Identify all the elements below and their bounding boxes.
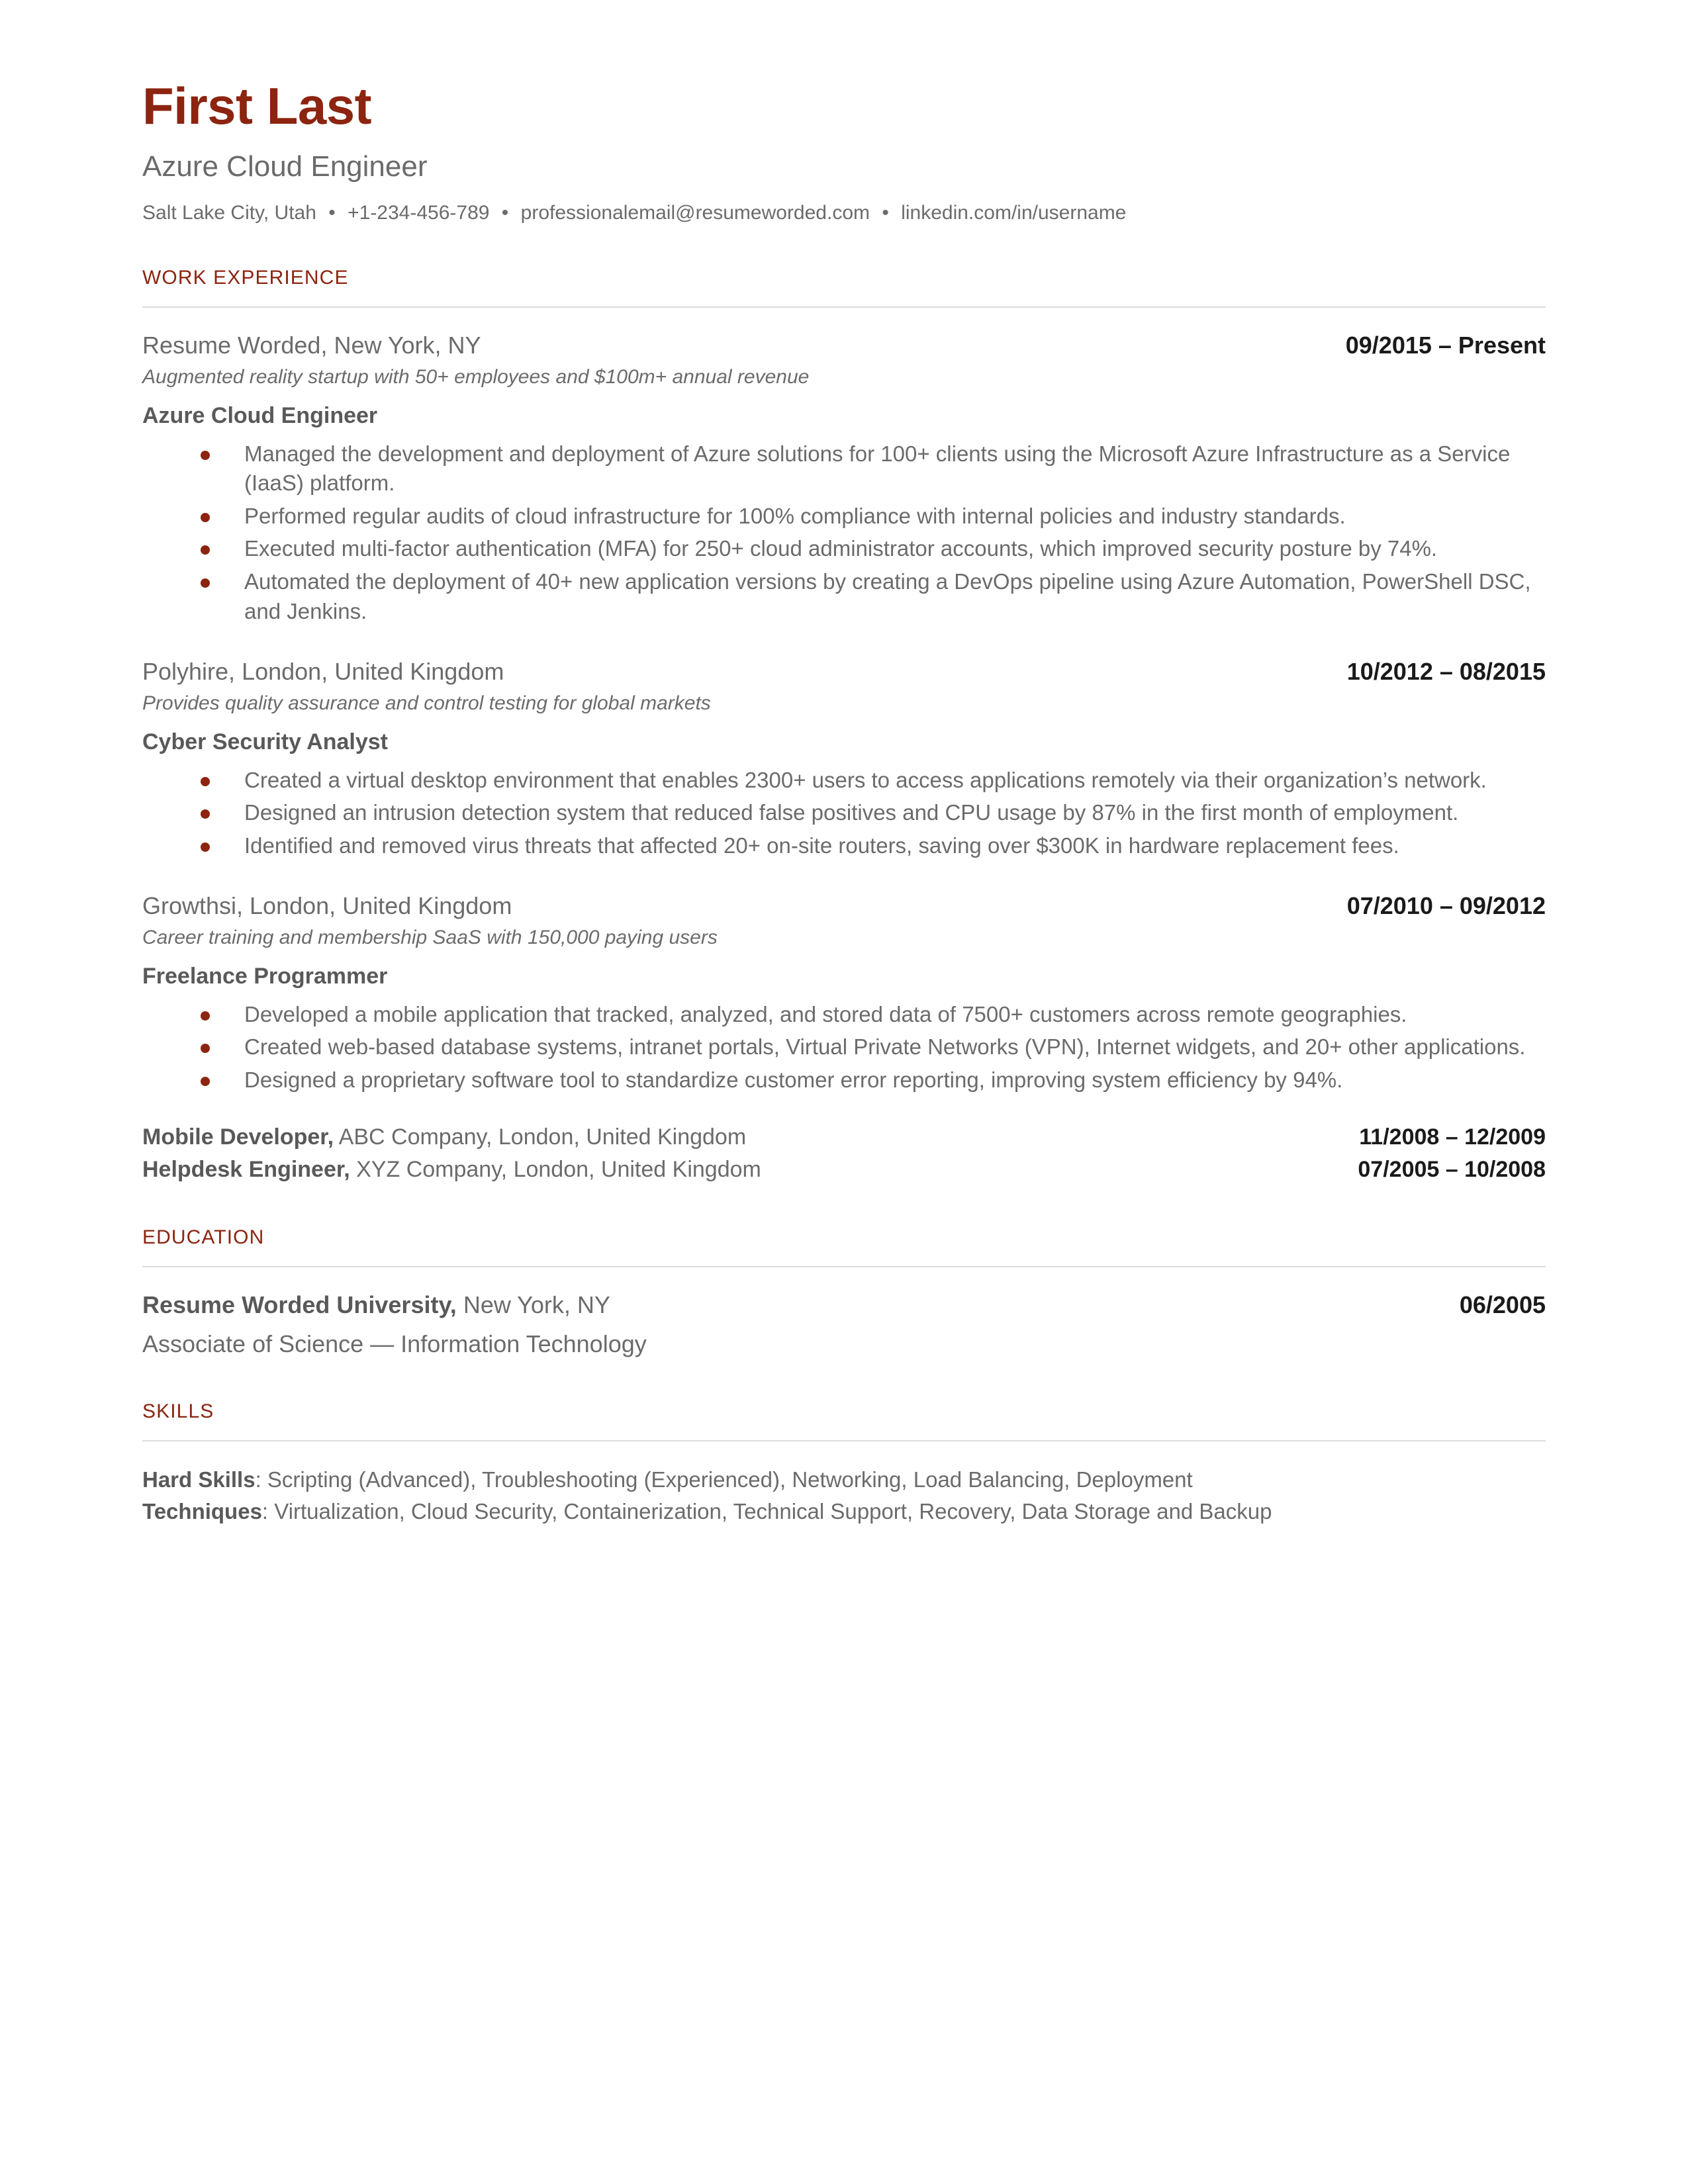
- employment-dates: 11/2008 – 12/2009: [1359, 1124, 1546, 1150]
- short-role-company: ABC Company, London, United Kingdom: [334, 1124, 747, 1150]
- list-item: Created a virtual desktop environment that enables 2300+ users to access applications remotely via their organization’s network.: [201, 766, 1546, 796]
- work-entry: [142, 330, 1546, 626]
- professional-headline: Azure Cloud Engineer: [142, 150, 428, 183]
- short-role-title: Mobile Developer,: [142, 1124, 334, 1150]
- company-tagline: Provides quality assurance and control testing for global markets: [142, 692, 711, 715]
- company-tagline: Career training and membership SaaS with 150,000 paying users: [142, 927, 718, 949]
- list-item: Identified and removed virus threats that affected 20+ on-site routers, saving over $300K in hardware replacement fees.: [201, 831, 1546, 861]
- short-role-text: [142, 1121, 746, 1153]
- section-divider: [142, 1440, 1546, 1441]
- section-skills: [142, 1400, 1546, 1527]
- job-title: Azure Cloud Engineer: [142, 403, 378, 429]
- list-item: Executed multi-factor authentication (MFA) for 250+ cloud administrator accounts, which improved security posture by 74%.: [201, 534, 1546, 564]
- work-entry-header: [142, 330, 1546, 360]
- list-item: Automated the deployment of 40+ new application versions by creating a DevOps pipeline using Azure Automation, PowerShell DSC, and Jenkins.: [201, 567, 1546, 626]
- contact-phone[interactable]: +1-234-456-789: [348, 202, 490, 224]
- skill-values: : Virtualization, Cloud Security, Containerization, Technical Support, Recovery, Data Storage and Backup: [261, 1499, 1272, 1524]
- skill-row: [142, 1496, 1546, 1527]
- achievement-list: [142, 439, 1546, 626]
- section-heading-skills: SKILLS: [142, 1400, 214, 1423]
- employment-dates: 07/2005 – 10/2008: [1358, 1156, 1546, 1182]
- short-role-title: Helpdesk Engineer,: [142, 1156, 350, 1182]
- contact-linkedin[interactable]: linkedin.com/in/username: [901, 202, 1127, 224]
- work-entry-header: [142, 891, 1546, 921]
- skill-category-label: Hard Skills: [142, 1467, 256, 1492]
- company-name: Polyhire, London, United Kingdom: [142, 658, 504, 686]
- work-entry: [142, 891, 1546, 1095]
- company-name: Growthsi, London, United Kingdom: [142, 892, 512, 920]
- contact-separator-icon: •: [328, 202, 336, 224]
- employment-dates: 10/2012 – 08/2015: [1346, 658, 1546, 686]
- section-divider: [142, 306, 1546, 308]
- section-heading-education: EDUCATION: [142, 1226, 265, 1248]
- contact-location: Salt Lake City, Utah: [142, 202, 316, 224]
- degree-name: Associate of Science — Information Technology: [142, 1330, 647, 1357]
- short-role-text: [142, 1154, 761, 1185]
- company-tagline: Augmented reality startup with 50+ employees and $100m+ annual revenue: [142, 366, 810, 388]
- short-roles-list: [142, 1121, 1546, 1185]
- list-item: Designed an intrusion detection system that reduced false positives and CPU usage by 87% in the first month of employment.: [201, 798, 1546, 828]
- section-heading-work: WORK EXPERIENCE: [142, 267, 349, 289]
- skill-category-label: Techniques: [142, 1499, 262, 1524]
- list-item: Designed a proprietary software tool to standardize customer error reporting, improving system efficiency by 94%.: [201, 1066, 1546, 1095]
- short-role-row: [142, 1154, 1546, 1185]
- list-item: Managed the development and deployment of Azure solutions for 100+ clients using the Microsoft Azure Infrastructure as a Service (IaaS) platform.: [201, 439, 1546, 498]
- contact-separator-icon: •: [882, 202, 889, 224]
- employment-dates: 07/2010 – 09/2012: [1346, 892, 1546, 920]
- education-school-line: [142, 1290, 610, 1321]
- education-entry-header: [142, 1290, 1546, 1321]
- contact-email[interactable]: professionalemail@resumeworded.com: [520, 202, 870, 224]
- graduation-date: 06/2005: [1459, 1291, 1546, 1318]
- list-item: Performed regular audits of cloud infrastructure for 100% compliance with internal policies and industry standards.: [201, 502, 1546, 531]
- resume-header: [142, 79, 1546, 226]
- school-location: New York, NY: [456, 1291, 610, 1318]
- job-title: Freelance Programmer: [142, 964, 388, 989]
- school-name: Resume Worded University,: [142, 1291, 457, 1318]
- employment-dates: 09/2015 – Present: [1345, 332, 1546, 359]
- company-name: Resume Worded, New York, NY: [142, 332, 481, 359]
- section-work-experience: [142, 267, 1546, 1185]
- list-item: Developed a mobile application that tracked, analyzed, and stored data of 7500+ customers across remote geographies.: [201, 1000, 1546, 1030]
- section-education: [142, 1226, 1546, 1360]
- page-title: First Last: [142, 77, 372, 135]
- short-role-row: [142, 1121, 1546, 1153]
- work-entry-header: [142, 657, 1546, 686]
- job-title: Cyber Security Analyst: [142, 729, 388, 755]
- section-divider: [142, 1266, 1546, 1267]
- achievement-list: [142, 766, 1546, 861]
- contact-separator-icon: •: [501, 202, 509, 224]
- contact-line: [142, 200, 1546, 226]
- achievement-list: [142, 1000, 1546, 1095]
- work-entry: [142, 657, 1546, 860]
- skill-row: [142, 1464, 1546, 1496]
- short-role-company: XYZ Company, London, United Kingdom: [350, 1156, 761, 1182]
- skill-values: : Scripting (Advanced), Troubleshooting (Experienced), Networking, Load Balancing, Deployment: [255, 1467, 1193, 1492]
- list-item: Created web-based database systems, intranet portals, Virtual Private Networks (VPN), Internet widgets, and 20+ other applications.: [201, 1032, 1546, 1062]
